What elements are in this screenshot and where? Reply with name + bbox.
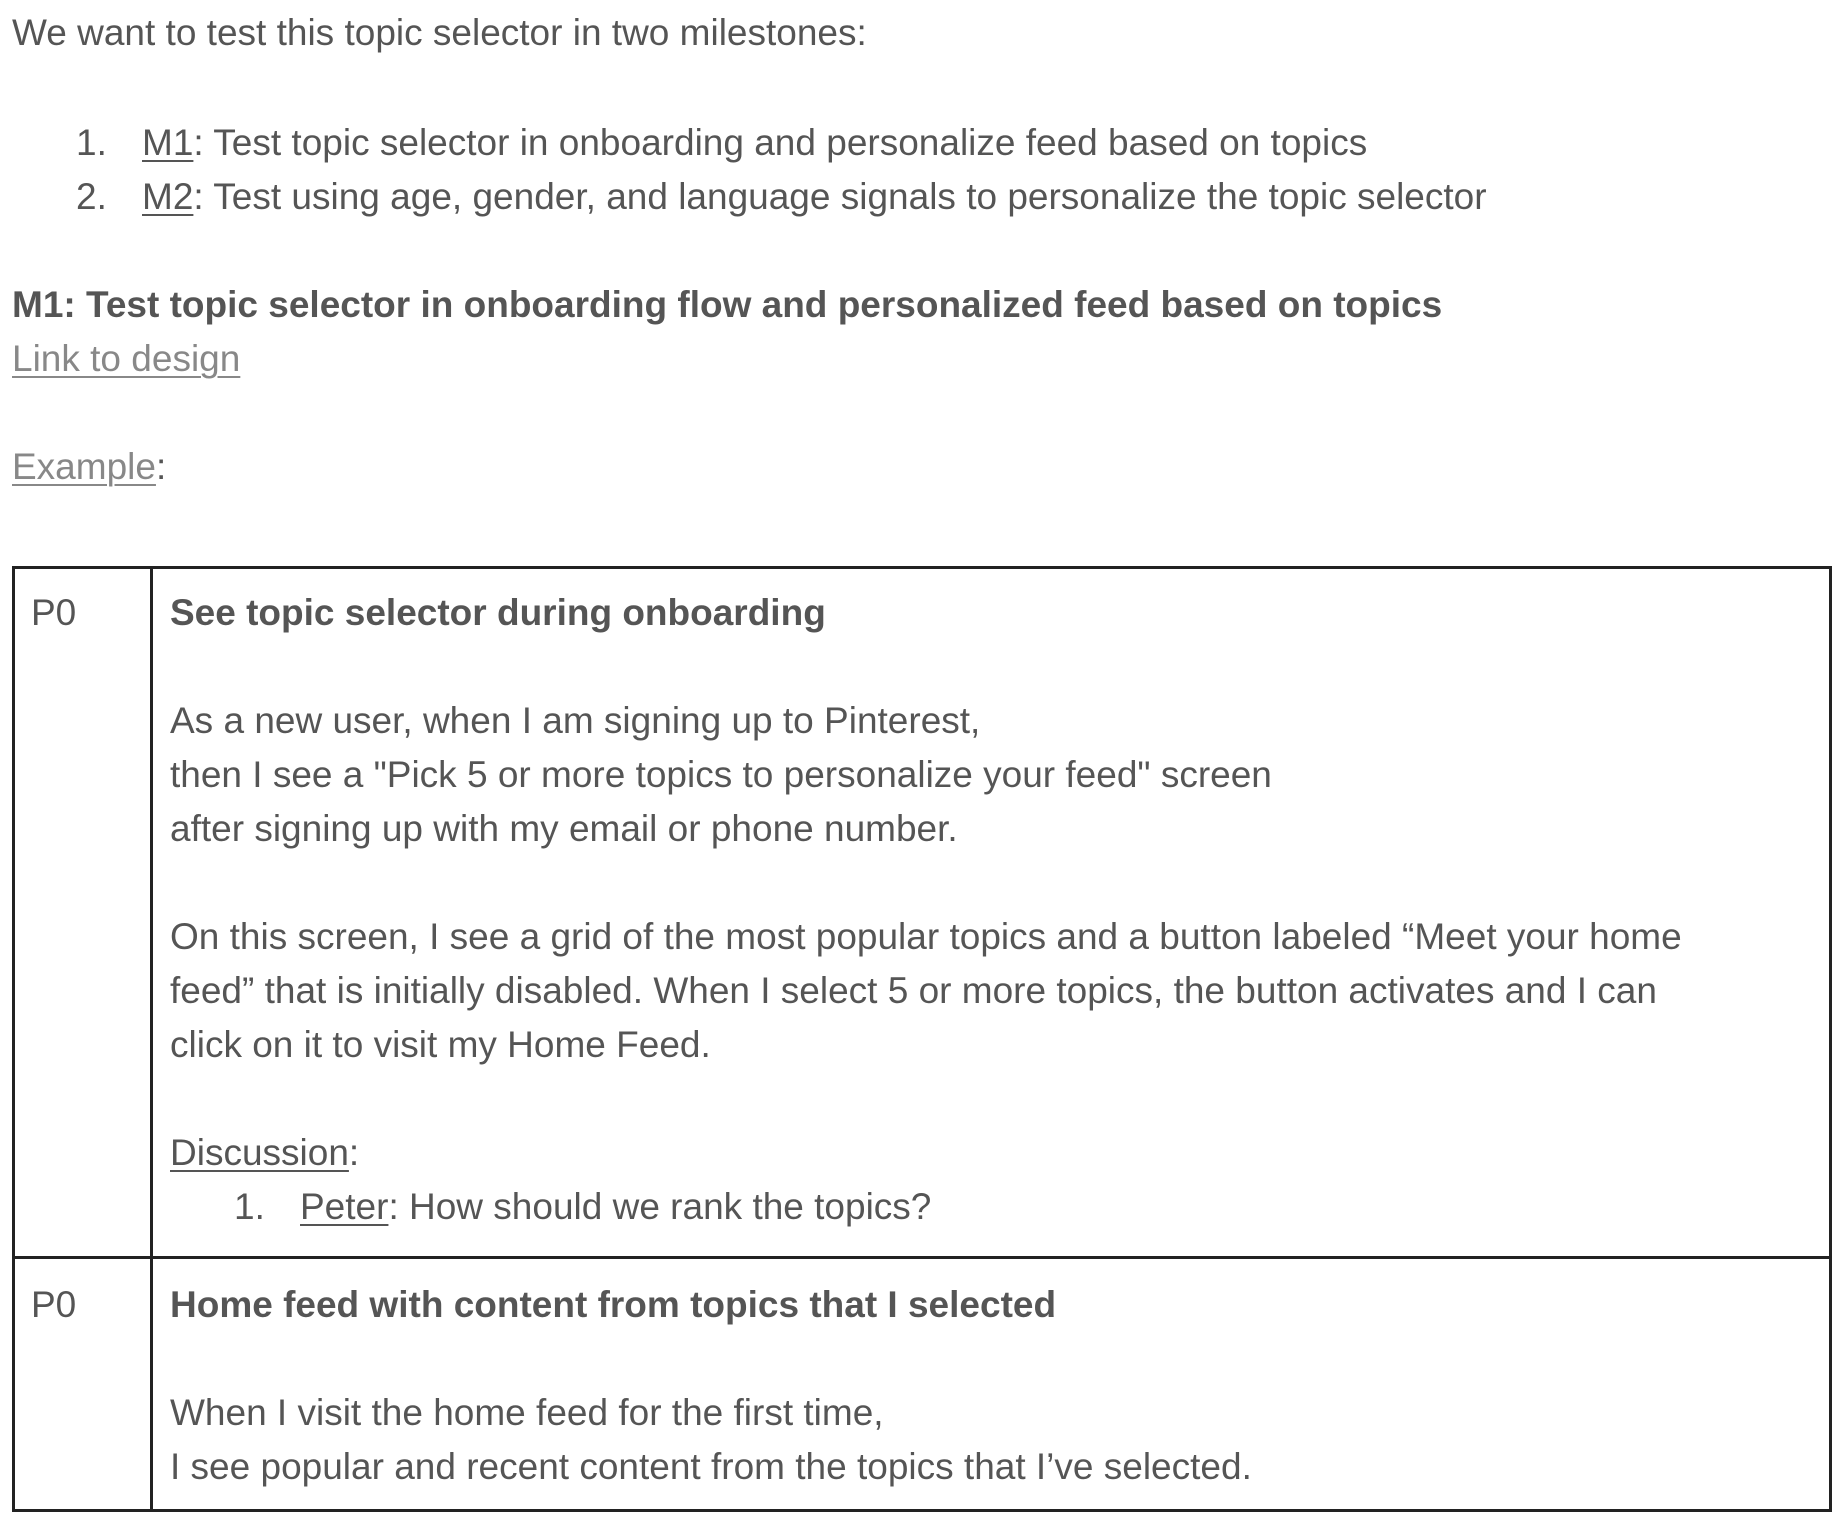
milestone-tag: M1 bbox=[142, 122, 194, 163]
milestone-item-m2 bbox=[142, 170, 1487, 224]
example-link[interactable]: Example bbox=[12, 446, 156, 487]
story-line: then I see a "Pick 5 or more topics to personalize your feed" screen bbox=[170, 754, 1272, 795]
priority-cell: P0 bbox=[31, 1284, 77, 1325]
intro-text: We want to test this topic selector in two milestones: bbox=[12, 12, 867, 53]
table-row-divider bbox=[12, 1256, 1832, 1259]
milestone-tag: M2 bbox=[142, 176, 194, 217]
milestone-text: : Test using age, gender, and language signals to personalize the topic selector bbox=[193, 176, 1487, 217]
story-line: I see popular and recent content from the topics that I’ve selected. bbox=[170, 1446, 1252, 1487]
design-link[interactable]: Link to design bbox=[12, 338, 241, 379]
list-item-number: 1. bbox=[76, 122, 107, 163]
list-item-number: 1. bbox=[234, 1186, 265, 1227]
story-title: Home feed with content from topics that I selected bbox=[170, 1284, 1057, 1325]
detail-line: click on it to visit my Home Feed. bbox=[170, 1024, 711, 1065]
story-line: As a new user, when I am signing up to Pinterest, bbox=[170, 700, 981, 741]
discussion-item bbox=[300, 1180, 931, 1234]
story-title: See topic selector during onboarding bbox=[170, 592, 826, 633]
discussion-author: Peter bbox=[300, 1186, 389, 1227]
example-line bbox=[12, 440, 166, 494]
detail-line: On this screen, I see a grid of the most popular topics and a button labeled “Meet your home bbox=[170, 916, 1682, 957]
detail-line: feed” that is initially disabled. When I select 5 or more topics, the button activates and I can bbox=[170, 970, 1657, 1011]
story-line: When I visit the home feed for the first time, bbox=[170, 1392, 884, 1433]
milestone-text: : Test topic selector in onboarding and personalize feed based on topics bbox=[193, 122, 1368, 163]
list-item-number: 2. bbox=[76, 176, 107, 217]
discussion-text: : How should we rank the topics? bbox=[388, 1186, 932, 1227]
discussion-colon: : bbox=[348, 1132, 360, 1173]
m1-heading: M1: Test topic selector in onboarding flow and personalized feed based on topics bbox=[12, 284, 1443, 325]
discussion-heading bbox=[170, 1126, 359, 1180]
story-line: after signing up with my email or phone number. bbox=[170, 808, 958, 849]
example-colon: : bbox=[155, 446, 167, 487]
priority-cell: P0 bbox=[31, 592, 77, 633]
discussion-label: Discussion bbox=[170, 1132, 349, 1173]
table-column-divider bbox=[150, 566, 153, 1512]
milestone-item-m1 bbox=[142, 116, 1367, 170]
